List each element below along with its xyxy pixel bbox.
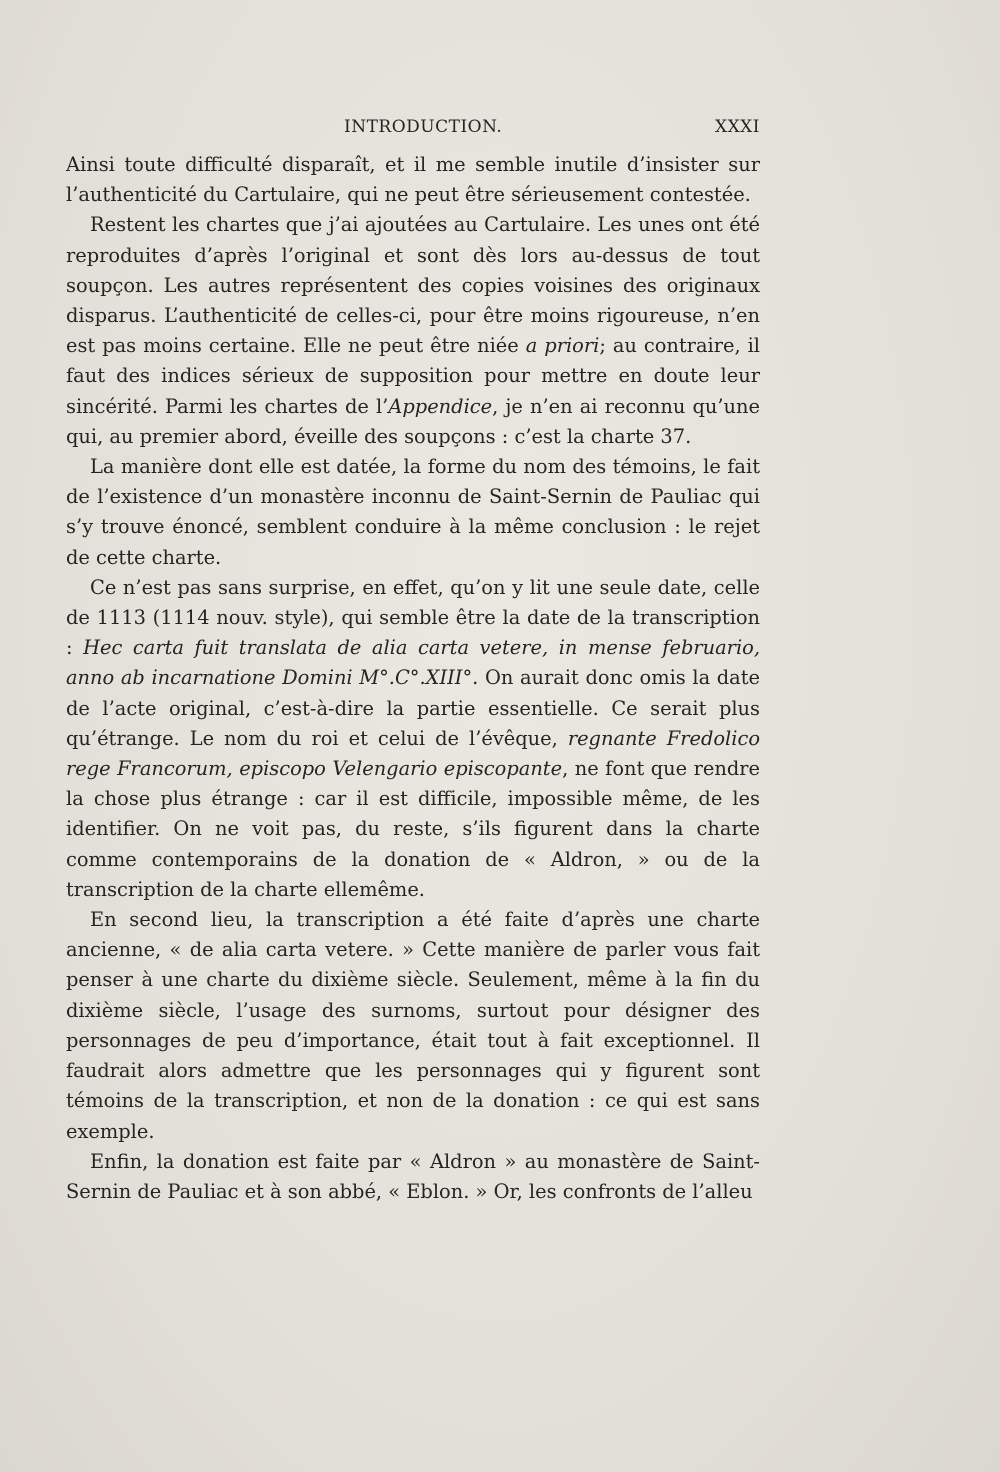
page-body — [66, 150, 760, 1207]
text-run: La manière dont elle est datée, la forme du nom des témoins, le fait de l’existence d’un monastère inconnu de Saint-Sernin de Pauliac qui s’y trouve énoncé, semblent conduire à la même conclusion : le rejet de cette charte. — [66, 455, 760, 569]
text-run: ; au contraire, il faut des indices sérieux de supposition pour mettre en doute leur sincérité. Parmi les chartes de l’ — [66, 334, 760, 418]
italic-run: Appendice — [388, 394, 493, 418]
running-title: INTRODUCTION. — [344, 117, 503, 137]
text-run: Ce n’est pas sans surprise, en effet, qu’on y lit une seule date, celle de 1113 (1114 nouv. style), qui semble être la date de la transcription : — [66, 575, 760, 660]
paragraph — [66, 573, 760, 905]
text-run: , ne font que rendre la chose plus étrange : car il est difficile, impossible même, de les identifier. On ne voit pas, du reste, s’ils figurent dans la charte comme contemporains de la donation de « Aldron, » ou de la transcription de la charte ellemême. — [66, 757, 760, 901]
text-run: Ainsi toute difficulté disparaît, et il me semble inutile d’insister sur l’authenticité du Cartulaire, qui ne peut être sérieusement contestée. — [66, 153, 760, 207]
page-number: XXXI — [714, 117, 760, 137]
text-run: Restent les chartes que j’ai ajoutées au Cartulaire. Les unes ont été reproduites d’après l’original et sont dès lors au-dessus de tout soupçon. Les autres représentent des copies voisines des originaux disparus. L’authenticité de celles-ci, pour être moins rigoureuse, n’en est pas moins certaine. Elle ne peut être niée — [66, 213, 760, 358]
text-run: , je n’en ai reconnu qu’une qui, au premier abord, éveille des soupçons : c’est la charte 37. — [66, 394, 760, 448]
italic-run: Hec carta fuit translata de alia carta vetere, in mense februario, anno ab incarnatione Domini M°.C°.XIII° — [66, 636, 760, 690]
text-run: Enfin, la donation est faite par « Aldron » au monastère de Saint-Sernin de Pauliac et à son abbé, « Eblon. » Or, les confronts de l’alleu — [66, 1149, 760, 1203]
italic-run: regnante Fredolico rege Francorum, episcopo Velengario episcopante — [66, 726, 760, 781]
paragraph — [66, 1147, 760, 1207]
paragraph — [66, 150, 760, 210]
paragraph — [66, 905, 760, 1147]
text-run: En second lieu, la transcription a été faite d’après une charte ancienne, « de alia carta vetere. » Cette manière de parler vous fait penser à une charte du dixième siècle. Seulement, même à la fin du dixième siècle, l’usage des surnoms, surtout pour désigner des personnages de peu d’importance, était tout à fait exceptionnel. Il faudrait alors admettre que les personnages qui y figurent sont témoins de la transcription, et non de la donation : ce qui est sans exemple. — [66, 908, 760, 1143]
paragraph — [66, 452, 760, 573]
paragraph — [66, 210, 760, 452]
italic-run: a priori — [525, 334, 600, 358]
text-run: . On aurait donc omis la date de l’acte original, c’est-à-dire la partie essentielle. Ce serait plus qu’étrange. Le nom du roi et celui de l’évêque, — [66, 666, 760, 750]
running-header — [66, 117, 760, 141]
